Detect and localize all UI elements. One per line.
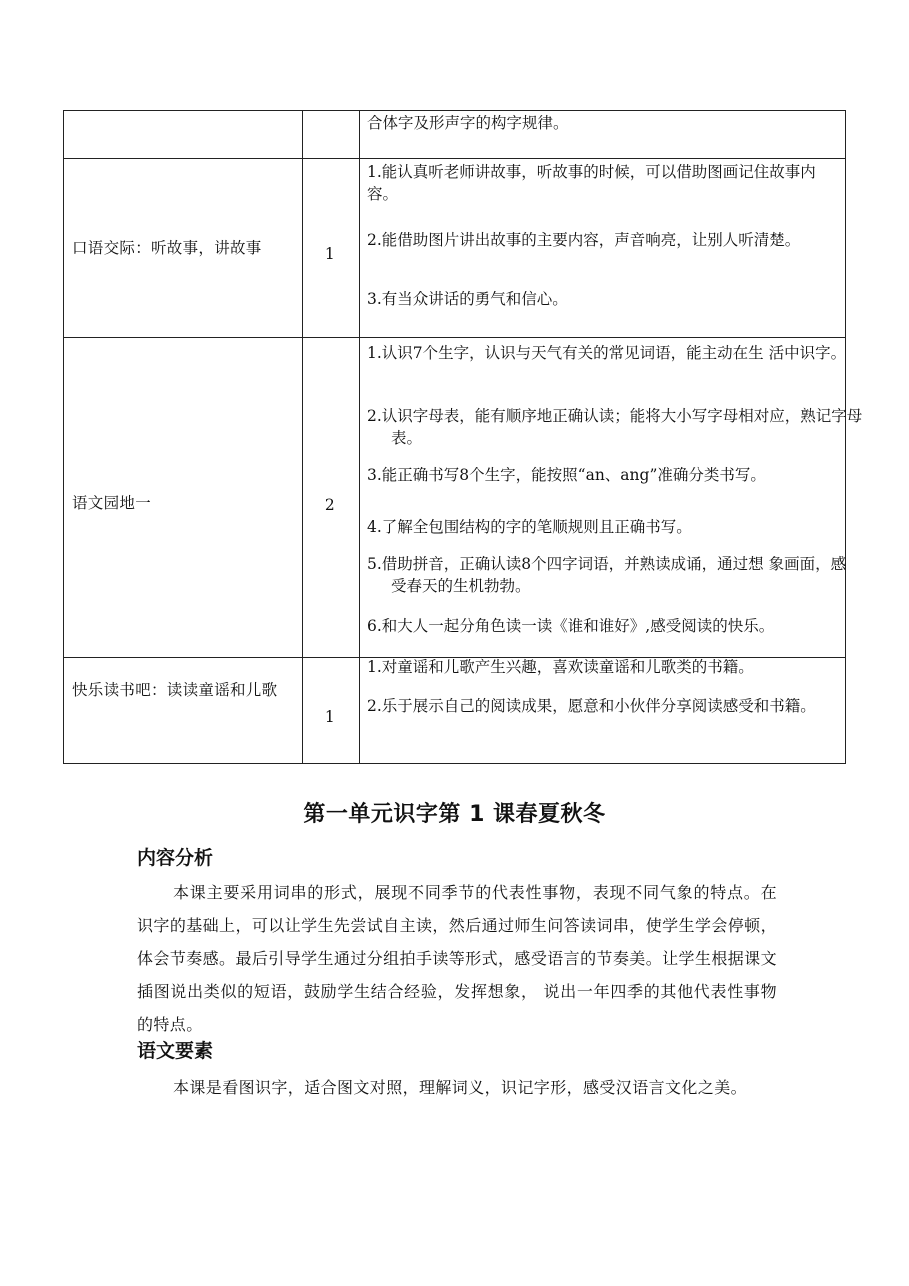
table-row-goal: 4.了解全包围结构的字的笔顺规则且正确书写。 xyxy=(367,518,692,536)
table-row-goal: 5.借助拼音，正确认读8个四字词语，并熟读成诵，通过想 象画面，感受春天的生机勃勃。 xyxy=(367,555,847,595)
section-heading-language-elements: 语文要素 xyxy=(137,1040,214,1062)
section-heading-content-analysis: 内容分析 xyxy=(137,847,214,869)
table-row-goal: 6.和大人一起分角色读一读《谁和谁好》,感受阅读的快乐。 xyxy=(367,617,775,635)
table-row-goal: 1.能认真听老师讲故事，听故事的时候，可以借助图画记住故事内容。 xyxy=(367,163,816,203)
table-divider xyxy=(64,158,845,159)
table-row-goal: 3.能正确书写8个生字，能按照“an、ang”准确分类书写。 xyxy=(367,466,766,484)
table-row-goal: 3.有当众讲话的勇气和信心。 xyxy=(367,290,568,308)
table-row-name: 口语交际：听故事，讲故事 xyxy=(72,239,262,257)
table-row-name: 语文园地一 xyxy=(72,494,152,512)
table-row-goal: 2.能借助图片讲出故事的主要内容，声音响亮，让别人听清楚。 xyxy=(367,231,801,249)
table-row-hours: 1 xyxy=(324,708,336,726)
table-divider xyxy=(64,337,845,338)
table-divider xyxy=(302,111,303,763)
table-row-goal: 合体字及形声字的构字规律。 xyxy=(367,114,569,132)
table-divider xyxy=(359,111,360,763)
lesson-title: 第一单元识字第 1 课春夏秋冬 xyxy=(303,802,606,827)
table-row-name: 快乐读书吧：读读童谣和儿歌 xyxy=(72,681,278,699)
table-row-goal: 1.对童谣和儿歌产生兴趣，喜欢读童谣和儿歌类的书籍。 xyxy=(367,658,754,676)
table-row-hours: 2 xyxy=(324,496,336,514)
table-row-goal: 2.认识字母表，能有顺序地正确认读；能将大小写字母相对应，熟记字母表。 xyxy=(367,407,863,447)
table-row-goal: 2.乐于展示自己的阅读成果，愿意和小伙伴分享阅读感受和书籍。 xyxy=(367,697,816,715)
lesson-table xyxy=(63,110,863,764)
table-row-goal: 1.认识7个生字，认识与天气有关的常见词语，能主动在生 活中识字。 xyxy=(367,344,847,362)
section-paragraph-content-analysis: 本课主要采用词串的形式，展现不同季节的代表性事物，表现不同气象的特点。在识字的基础上，可以让学生先尝试自主读，然后通过师生问答读词串，使学生学会停顿，体会节奏感。最后引导学生通过分组拍手读等形式，感受语言的节奏美。让学生根据课文插图说出类似的短语，鼓励学生结合经验，发挥想象， 说出一年四季的其他代表性事物的特点。 xyxy=(137,883,777,1034)
section-paragraph-language-elements: 本课是看图识字，适合图文对照，理解词义，识记字形，感受汉语言文化之美。 xyxy=(173,1078,748,1097)
table-row-hours: 1 xyxy=(324,245,336,263)
